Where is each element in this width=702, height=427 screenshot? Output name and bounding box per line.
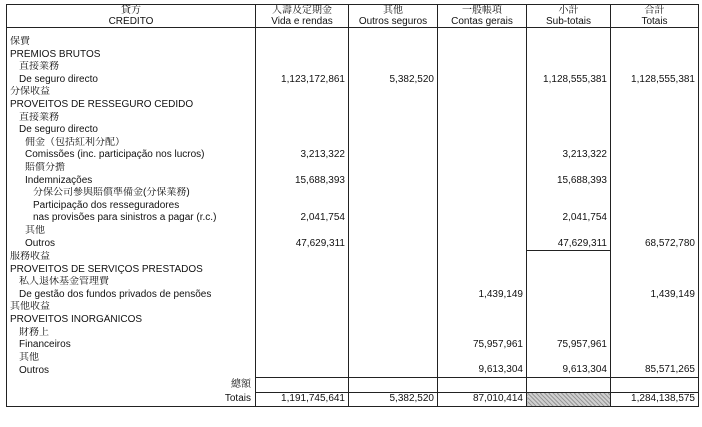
cell-life	[256, 124, 349, 137]
gross-row	[7, 378, 699, 393]
table-row	[7, 364, 699, 377]
cell-subtotal	[527, 225, 611, 238]
cell-total	[611, 225, 699, 238]
cell-general	[438, 314, 527, 327]
cell-total	[611, 352, 699, 365]
row-label: Financeiros	[7, 339, 256, 352]
row-label: Indemnizações	[7, 175, 256, 188]
header-other-zh: 其他	[349, 5, 438, 17]
header-life-pt: Vida e rendas	[256, 16, 349, 28]
row-label: 其他收益	[7, 301, 256, 314]
cell-total	[611, 212, 699, 225]
table-row	[7, 314, 699, 327]
totals-row	[7, 393, 699, 407]
cell-total	[611, 175, 699, 188]
cell-life	[256, 225, 349, 238]
row-label: 其他	[7, 225, 256, 238]
cell-life	[256, 162, 349, 175]
cell-general	[438, 301, 527, 314]
cell-general	[438, 327, 527, 340]
row-label: 分保收益	[7, 86, 256, 99]
row-label: 財務上	[7, 327, 256, 340]
cell-life	[256, 264, 349, 277]
table-row	[7, 212, 699, 225]
cell-other	[349, 276, 438, 289]
total-general: 87,010,414	[438, 393, 527, 407]
row-label: Outros	[7, 238, 256, 251]
cell-life: 15,688,393	[256, 175, 349, 188]
table-row	[7, 276, 699, 289]
cell-total	[611, 124, 699, 137]
cell-total: 68,572,780	[611, 238, 699, 251]
table-row	[7, 162, 699, 175]
table-row	[7, 339, 699, 352]
cell-other	[349, 61, 438, 74]
header-credit-zh: 貸方	[7, 5, 256, 17]
cell-subtotal: 2,041,754	[527, 212, 611, 225]
cell-life	[256, 289, 349, 302]
cell-general	[438, 251, 527, 264]
cell-general	[438, 36, 527, 49]
total-grand: 1,284,138,575	[611, 393, 699, 407]
cell-general	[438, 212, 527, 225]
cell-life	[256, 137, 349, 150]
cell-general	[438, 124, 527, 137]
credit-statement-sheet	[6, 4, 699, 407]
cell-total	[611, 49, 699, 62]
cell-subtotal	[527, 289, 611, 302]
cell-total	[611, 162, 699, 175]
cell-general	[438, 162, 527, 175]
cell-general	[438, 352, 527, 365]
cell-general: 9,613,304	[438, 364, 527, 377]
cell-subtotal	[527, 124, 611, 137]
table-header	[7, 5, 699, 28]
table-row	[7, 352, 699, 365]
cell-subtotal	[527, 49, 611, 62]
cell-total	[611, 99, 699, 112]
cell-subtotal: 3,213,322	[527, 149, 611, 162]
cell-general	[438, 200, 527, 213]
cell-general	[438, 61, 527, 74]
cell-general	[438, 238, 527, 251]
row-label: 其他	[7, 352, 256, 365]
cell-life	[256, 327, 349, 340]
cell-subtotal: 15,688,393	[527, 175, 611, 188]
header-total-pt: Totais	[611, 16, 699, 28]
row-label: PROVEITOS DE SERVIÇOS PRESTADOS	[7, 264, 256, 277]
table-row	[7, 289, 699, 302]
cell-total	[611, 149, 699, 162]
cell-other	[349, 327, 438, 340]
cell-subtotal	[527, 276, 611, 289]
cell-total	[611, 251, 699, 264]
cell-life	[256, 36, 349, 49]
cell-general	[438, 225, 527, 238]
credit-table	[6, 4, 699, 407]
cell-total	[611, 137, 699, 150]
cell-subtotal	[527, 314, 611, 327]
table-row	[7, 86, 699, 99]
row-label: PRÉMIOS BRUTOS	[7, 49, 256, 62]
cell-life	[256, 314, 349, 327]
row-label: PROVEITOS INORGÂNICOS	[7, 314, 256, 327]
cell-general	[438, 99, 527, 112]
cell-other	[349, 339, 438, 352]
table-row	[7, 264, 699, 277]
cell-total	[611, 200, 699, 213]
totals-label: Totais	[7, 393, 256, 407]
cell-other	[349, 187, 438, 200]
cell-life	[256, 112, 349, 125]
table-row	[7, 200, 699, 213]
cell-life	[256, 364, 349, 377]
row-label: Comissões (inc. participação nos lucros)	[7, 149, 256, 162]
total-life: 1,191,745,641	[256, 393, 349, 407]
table-body	[7, 28, 699, 378]
cell-other	[349, 238, 438, 251]
cell-other	[349, 99, 438, 112]
cell-general	[438, 49, 527, 62]
row-label: 保費	[7, 36, 256, 49]
cell-life	[256, 200, 349, 213]
row-label: 分保公司參與賠償準備金(分保業務)	[7, 187, 256, 200]
table-row	[7, 187, 699, 200]
cell-subtotal: 9,613,304	[527, 364, 611, 377]
cell-life	[256, 352, 349, 365]
cell-life: 47,629,311	[256, 238, 349, 251]
cell-subtotal	[527, 36, 611, 49]
cell-total: 1,439,149	[611, 289, 699, 302]
row-label: 佣金（包括紅利分配）	[7, 137, 256, 150]
table-row	[7, 112, 699, 125]
cell-life	[256, 99, 349, 112]
cell-total: 85,571,265	[611, 364, 699, 377]
header-general-zh: 一般帳項	[438, 5, 527, 17]
cell-other	[349, 124, 438, 137]
cell-subtotal	[527, 200, 611, 213]
cell-total	[611, 339, 699, 352]
cell-subtotal	[527, 112, 611, 125]
total-other: 5,382,520	[349, 393, 438, 407]
cell-other	[349, 49, 438, 62]
cell-general	[438, 187, 527, 200]
cell-total: 1,128,555,381	[611, 74, 699, 87]
header-subtotal-pt: Sub-totais	[527, 16, 611, 28]
cell-other	[349, 112, 438, 125]
cell-other: 5,382,520	[349, 74, 438, 87]
row-label: 私人退休基金管理費	[7, 276, 256, 289]
cell-general	[438, 175, 527, 188]
cell-total	[611, 86, 699, 99]
row-label: De gestão dos fundos privados de pensões	[7, 289, 256, 302]
cell-general	[438, 149, 527, 162]
cell-subtotal	[527, 137, 611, 150]
cell-subtotal	[527, 187, 611, 200]
cell-other	[349, 137, 438, 150]
cell-other	[349, 289, 438, 302]
header-total-zh: 合計	[611, 5, 699, 17]
cell-subtotal: 1,128,555,381	[527, 74, 611, 87]
cell-total	[611, 301, 699, 314]
table-row	[7, 99, 699, 112]
row-label: Outros	[7, 364, 256, 377]
cell-total	[611, 314, 699, 327]
total-subtotal-hatched	[527, 393, 611, 407]
cell-total	[611, 187, 699, 200]
cell-general: 1,439,149	[438, 289, 527, 302]
table-row	[7, 74, 699, 87]
cell-subtotal: 75,957,961	[527, 339, 611, 352]
table-row	[7, 301, 699, 314]
table-row	[7, 124, 699, 137]
cell-other	[349, 314, 438, 327]
cell-other	[349, 264, 438, 277]
cell-subtotal	[527, 99, 611, 112]
cell-other	[349, 301, 438, 314]
header-other-pt: Outros seguros	[349, 16, 438, 28]
cell-subtotal	[527, 327, 611, 340]
cell-life	[256, 61, 349, 74]
cell-general	[438, 264, 527, 277]
cell-life	[256, 86, 349, 99]
table-row	[7, 36, 699, 49]
cell-other	[349, 149, 438, 162]
spacer-row	[7, 28, 699, 37]
cell-other	[349, 36, 438, 49]
cell-life: 3,213,322	[256, 149, 349, 162]
cell-other	[349, 212, 438, 225]
cell-subtotal	[527, 264, 611, 277]
header-life-zh: 人壽及定期金	[256, 5, 349, 17]
cell-total	[611, 36, 699, 49]
cell-subtotal	[527, 352, 611, 365]
cell-other	[349, 162, 438, 175]
table-row	[7, 225, 699, 238]
cell-other	[349, 364, 438, 377]
row-label: De seguro directo	[7, 124, 256, 137]
table-row	[7, 238, 699, 251]
row-label: PROVEITOS DE RESSEGURO CEDIDO	[7, 99, 256, 112]
cell-life	[256, 49, 349, 62]
row-label: 直接業務	[7, 61, 256, 74]
cell-other	[349, 175, 438, 188]
cell-total	[611, 264, 699, 277]
cell-general: 75,957,961	[438, 339, 527, 352]
table-row	[7, 137, 699, 150]
cell-life	[256, 251, 349, 264]
cell-total	[611, 327, 699, 340]
cell-other	[349, 86, 438, 99]
cell-general	[438, 137, 527, 150]
row-label: 直接業務	[7, 112, 256, 125]
gross-label: 總額	[7, 378, 256, 393]
cell-total	[611, 61, 699, 74]
cell-life	[256, 187, 349, 200]
row-label: 賠償分擔	[7, 162, 256, 175]
row-label: 服務收益	[7, 251, 256, 264]
header-general-pt: Contas gerais	[438, 16, 527, 28]
cell-other	[349, 251, 438, 264]
cell-subtotal	[527, 251, 611, 264]
header-subtotal-zh: 小計	[527, 5, 611, 17]
cell-life: 1,123,172,861	[256, 74, 349, 87]
cell-subtotal	[527, 86, 611, 99]
header-credit-pt: CRÉDITO	[7, 16, 256, 28]
table-row	[7, 175, 699, 188]
cell-life	[256, 301, 349, 314]
row-label: De seguro directo	[7, 74, 256, 87]
cell-general	[438, 86, 527, 99]
cell-other	[349, 225, 438, 238]
table-footer	[7, 378, 699, 407]
cell-subtotal: 47,629,311	[527, 238, 611, 251]
cell-subtotal	[527, 61, 611, 74]
row-label: Participação dos resseguradores	[7, 200, 256, 213]
table-row	[7, 327, 699, 340]
cell-life	[256, 276, 349, 289]
cell-other	[349, 200, 438, 213]
cell-subtotal	[527, 162, 611, 175]
table-row	[7, 61, 699, 74]
cell-general	[438, 276, 527, 289]
row-label: nas provisões para sinistros a pagar (r.c.)	[7, 212, 256, 225]
cell-subtotal	[527, 301, 611, 314]
cell-other	[349, 352, 438, 365]
cell-general	[438, 112, 527, 125]
cell-life: 2,041,754	[256, 212, 349, 225]
table-row	[7, 149, 699, 162]
table-row	[7, 251, 699, 264]
cell-general	[438, 74, 527, 87]
table-row	[7, 49, 699, 62]
cell-life	[256, 339, 349, 352]
cell-total	[611, 276, 699, 289]
cell-total	[611, 112, 699, 125]
